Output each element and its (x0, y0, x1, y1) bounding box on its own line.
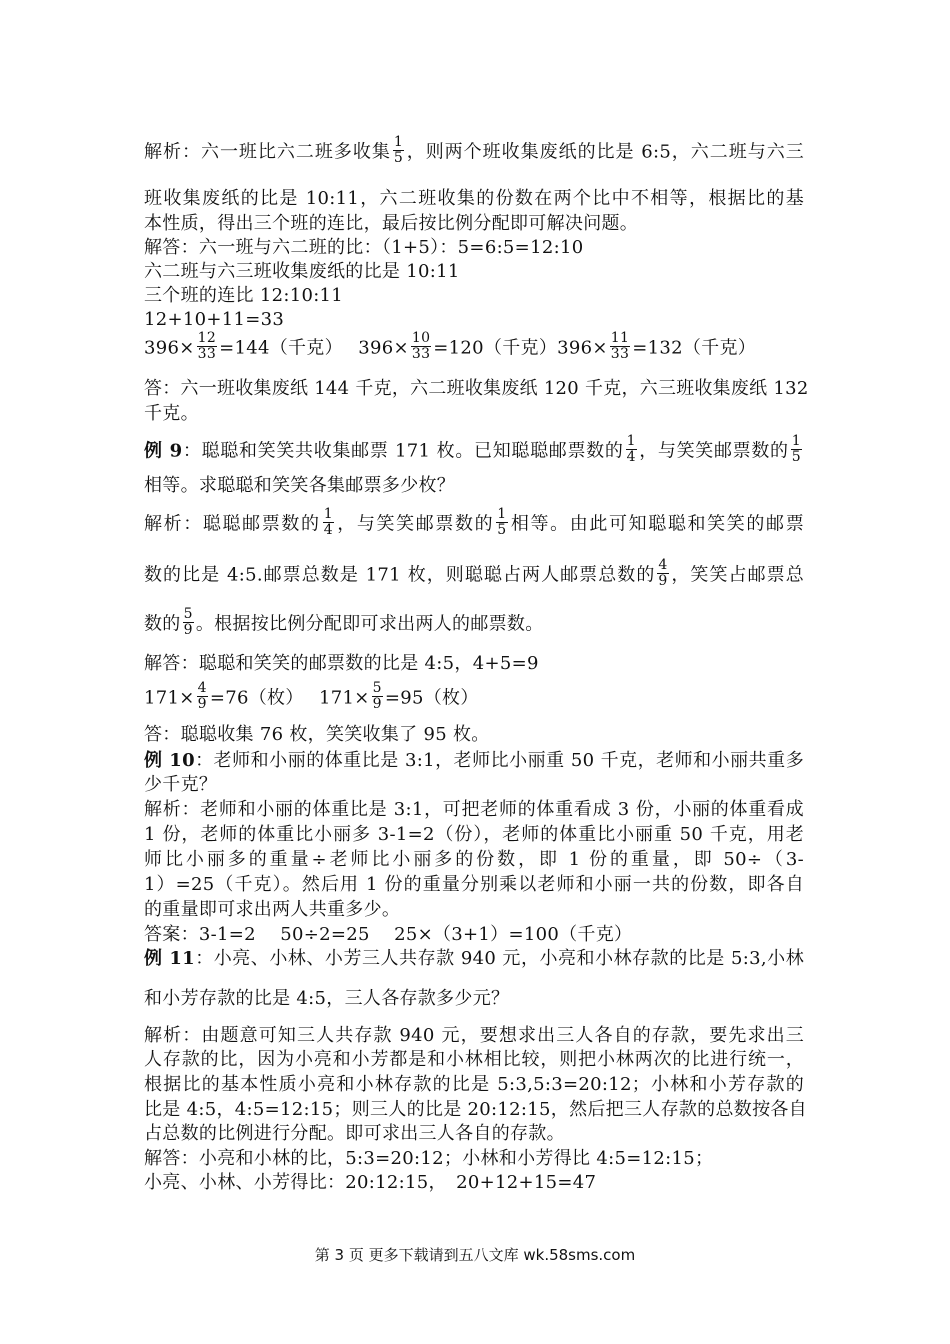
text-line: 小亮、小林、小芳得比：20:12:15， 20+12+15=47 (144, 1172, 597, 1193)
example-label: 例 11 (144, 948, 195, 969)
text-line: 解答：小亮和小林的比，5:3=20:12；小林和小芳得比 4:5=12:15； (144, 1148, 714, 1169)
numerator: 5 (372, 680, 382, 696)
denominator: 5 (393, 150, 404, 166)
text-span: 解析：六一班比六二班多收集 (144, 141, 391, 163)
text-line: 少千克？ (144, 774, 218, 795)
text-line: 占总数的比例进行分配。即可求出三人各自的存款。 (144, 1123, 565, 1144)
fraction (197, 681, 208, 712)
numerator: 1 (323, 506, 333, 522)
denominator: 9 (372, 696, 382, 712)
text-span: =120（千克）396× (433, 337, 608, 359)
text-span: ：老师和小丽的体重比是 3:1，老师比小丽重 50 千克，老师和小丽共重多 (194, 750, 804, 771)
text-line: 解答：六一班与六二班的比：（1+5）：5=6:5=12:10 (144, 237, 584, 258)
text-line: 12+10+11=33 (144, 309, 285, 330)
numerator: 10 (411, 330, 431, 346)
text-span: 171× (144, 687, 195, 709)
text-line (144, 606, 544, 640)
text-span: ：聪聪和笑笑共收集邮票 171 枚。已知聪聪邮票数的 (182, 440, 624, 462)
fraction (657, 558, 668, 589)
text-line: 答：六一班收集废纸 144 千克，六二班收集废纸 120 千克，六三班收集废纸 132 (144, 378, 809, 399)
text-line: 的重量即可求出两人共重多少。 (144, 899, 401, 920)
numerator: 4 (658, 557, 668, 573)
text-line (144, 330, 757, 364)
text-line: 根据比的基本性质小亮和小林存款的比是 5:3,5:3=20:12；小林和小芳存款的 (144, 1074, 804, 1095)
text-line (144, 748, 804, 774)
text-line (144, 506, 804, 540)
text-span: =132（千克） (632, 337, 757, 359)
fraction (183, 607, 194, 638)
text-line: 1 份，老师的体重比小丽多 3-1=2（份），老师的体重比小丽重 50 千克，用老 (144, 824, 804, 845)
text-line: 答案：3-1=2 50÷2=25 25×（3+1）=100（千克） (144, 924, 633, 945)
denominator: 33 (610, 346, 630, 362)
denominator: 9 (197, 696, 207, 712)
text-span: 数的比是 4:5.邮票总数是 171 枚，则聪聪占两人邮票总数的 (144, 564, 656, 586)
text-line: 解析：老师和小丽的体重比是 3:1，可把老师的体重看成 3 份，小丽的体重看成 (144, 799, 804, 820)
page-footer: 第 3 页 更多下载请到五八文库 wk.58sms.com (314, 1246, 636, 1264)
text-span: =95（枚） (384, 687, 479, 709)
numerator: 1 (497, 506, 507, 522)
numerator: 11 (610, 330, 630, 346)
numerator: 1 (393, 134, 404, 150)
text-line (144, 134, 804, 168)
example-label: 例 10 (144, 750, 195, 771)
text-span: 396× (144, 337, 195, 359)
text-line: 解析：由题意可知三人共存款 940 元，要想求出三人各自的存款，要先求出三 (144, 1025, 804, 1046)
denominator: 9 (658, 573, 668, 589)
denominator: 33 (411, 346, 431, 362)
numerator: 1 (626, 433, 636, 449)
text-line (144, 946, 804, 972)
denominator: 4 (626, 449, 636, 465)
numerator: 1 (791, 433, 801, 449)
fraction (626, 434, 637, 465)
denominator: 9 (183, 622, 193, 638)
text-span: =76（枚） 171× (209, 687, 370, 709)
text-span: 相等。由此可知聪聪和笑笑的邮票 (509, 513, 804, 535)
fraction (411, 331, 431, 362)
fraction (323, 507, 334, 538)
denominator: 5 (791, 449, 801, 465)
text-span: =144（千克） 396× (219, 337, 409, 359)
denominator: 5 (497, 522, 507, 538)
text-line: 和小芳存款的比是 4:5，三人各存款多少元？ (144, 988, 510, 1009)
text-span: 解析：聪聪邮票数的 (144, 513, 321, 535)
text-line: 解答：聪聪和笑笑的邮票数的比是 4:5，4+5=9 (144, 653, 539, 674)
text-line: 六二班与六三班收集废纸的比是 10:11 (144, 261, 460, 282)
text-line (144, 557, 804, 591)
text-line: 人存款的比，因为小亮和小芳都是和小林相比较，则把小林两次的比进行统一， (144, 1049, 804, 1070)
text-span: 数的 (144, 613, 181, 635)
text-line: 相等。求聪聪和笑笑各集邮票多少枚？ (144, 475, 456, 496)
fraction (791, 434, 802, 465)
fraction (197, 331, 217, 362)
text-span: ：小亮、小林、小芳三人共存款 940 元，小亮和小林存款的比是 5:3,小林 (194, 948, 805, 969)
numerator: 12 (197, 330, 217, 346)
text-line: 班收集废纸的比是 10:11，六二班收集的份数在两个比中不相等，根据比的基 (144, 188, 804, 209)
text-span: 。根据按比例分配即可求出两人的邮票数。 (195, 613, 544, 635)
text-line (144, 680, 479, 714)
example-label: 例 9 (144, 440, 183, 462)
text-line: 答：聪聪收集 76 枚，笑笑收集了 95 枚。 (144, 724, 490, 745)
text-line: 1）=25（千克）。然后用 1 份的重量分别乘以老师和小丽一共的份数，即各自 (144, 874, 804, 895)
text-span: ，笑笑占邮票总 (670, 564, 804, 586)
denominator: 4 (323, 522, 333, 538)
text-line: 比是 4:5，4:5=12:15；则三人的比是 20:12:15，然后把三人存款的总数按各自 (144, 1099, 807, 1120)
numerator: 4 (197, 680, 207, 696)
text-span: ，与笑笑邮票数的 (638, 440, 789, 462)
text-span: ，则两个班收集废纸的比是 6:5，六二班与六三 (406, 141, 804, 163)
fraction (496, 507, 507, 538)
text-line: 千克。 (144, 403, 199, 424)
fraction (610, 331, 630, 362)
text-line (144, 433, 804, 467)
text-span: ，与笑笑邮票数的 (335, 513, 495, 535)
text-line: 师比小丽多的重量÷老师比小丽多的份数，即 1 份的重量，即 50÷（3- (144, 849, 804, 870)
denominator: 33 (197, 346, 217, 362)
fraction (393, 135, 404, 166)
fraction (372, 681, 383, 712)
numerator: 5 (183, 606, 193, 622)
text-line: 本性质，得出三个班的连比，最后按比例分配即可解决问题。 (144, 213, 639, 234)
text-line: 三个班的连比 12:10:11 (144, 285, 344, 306)
